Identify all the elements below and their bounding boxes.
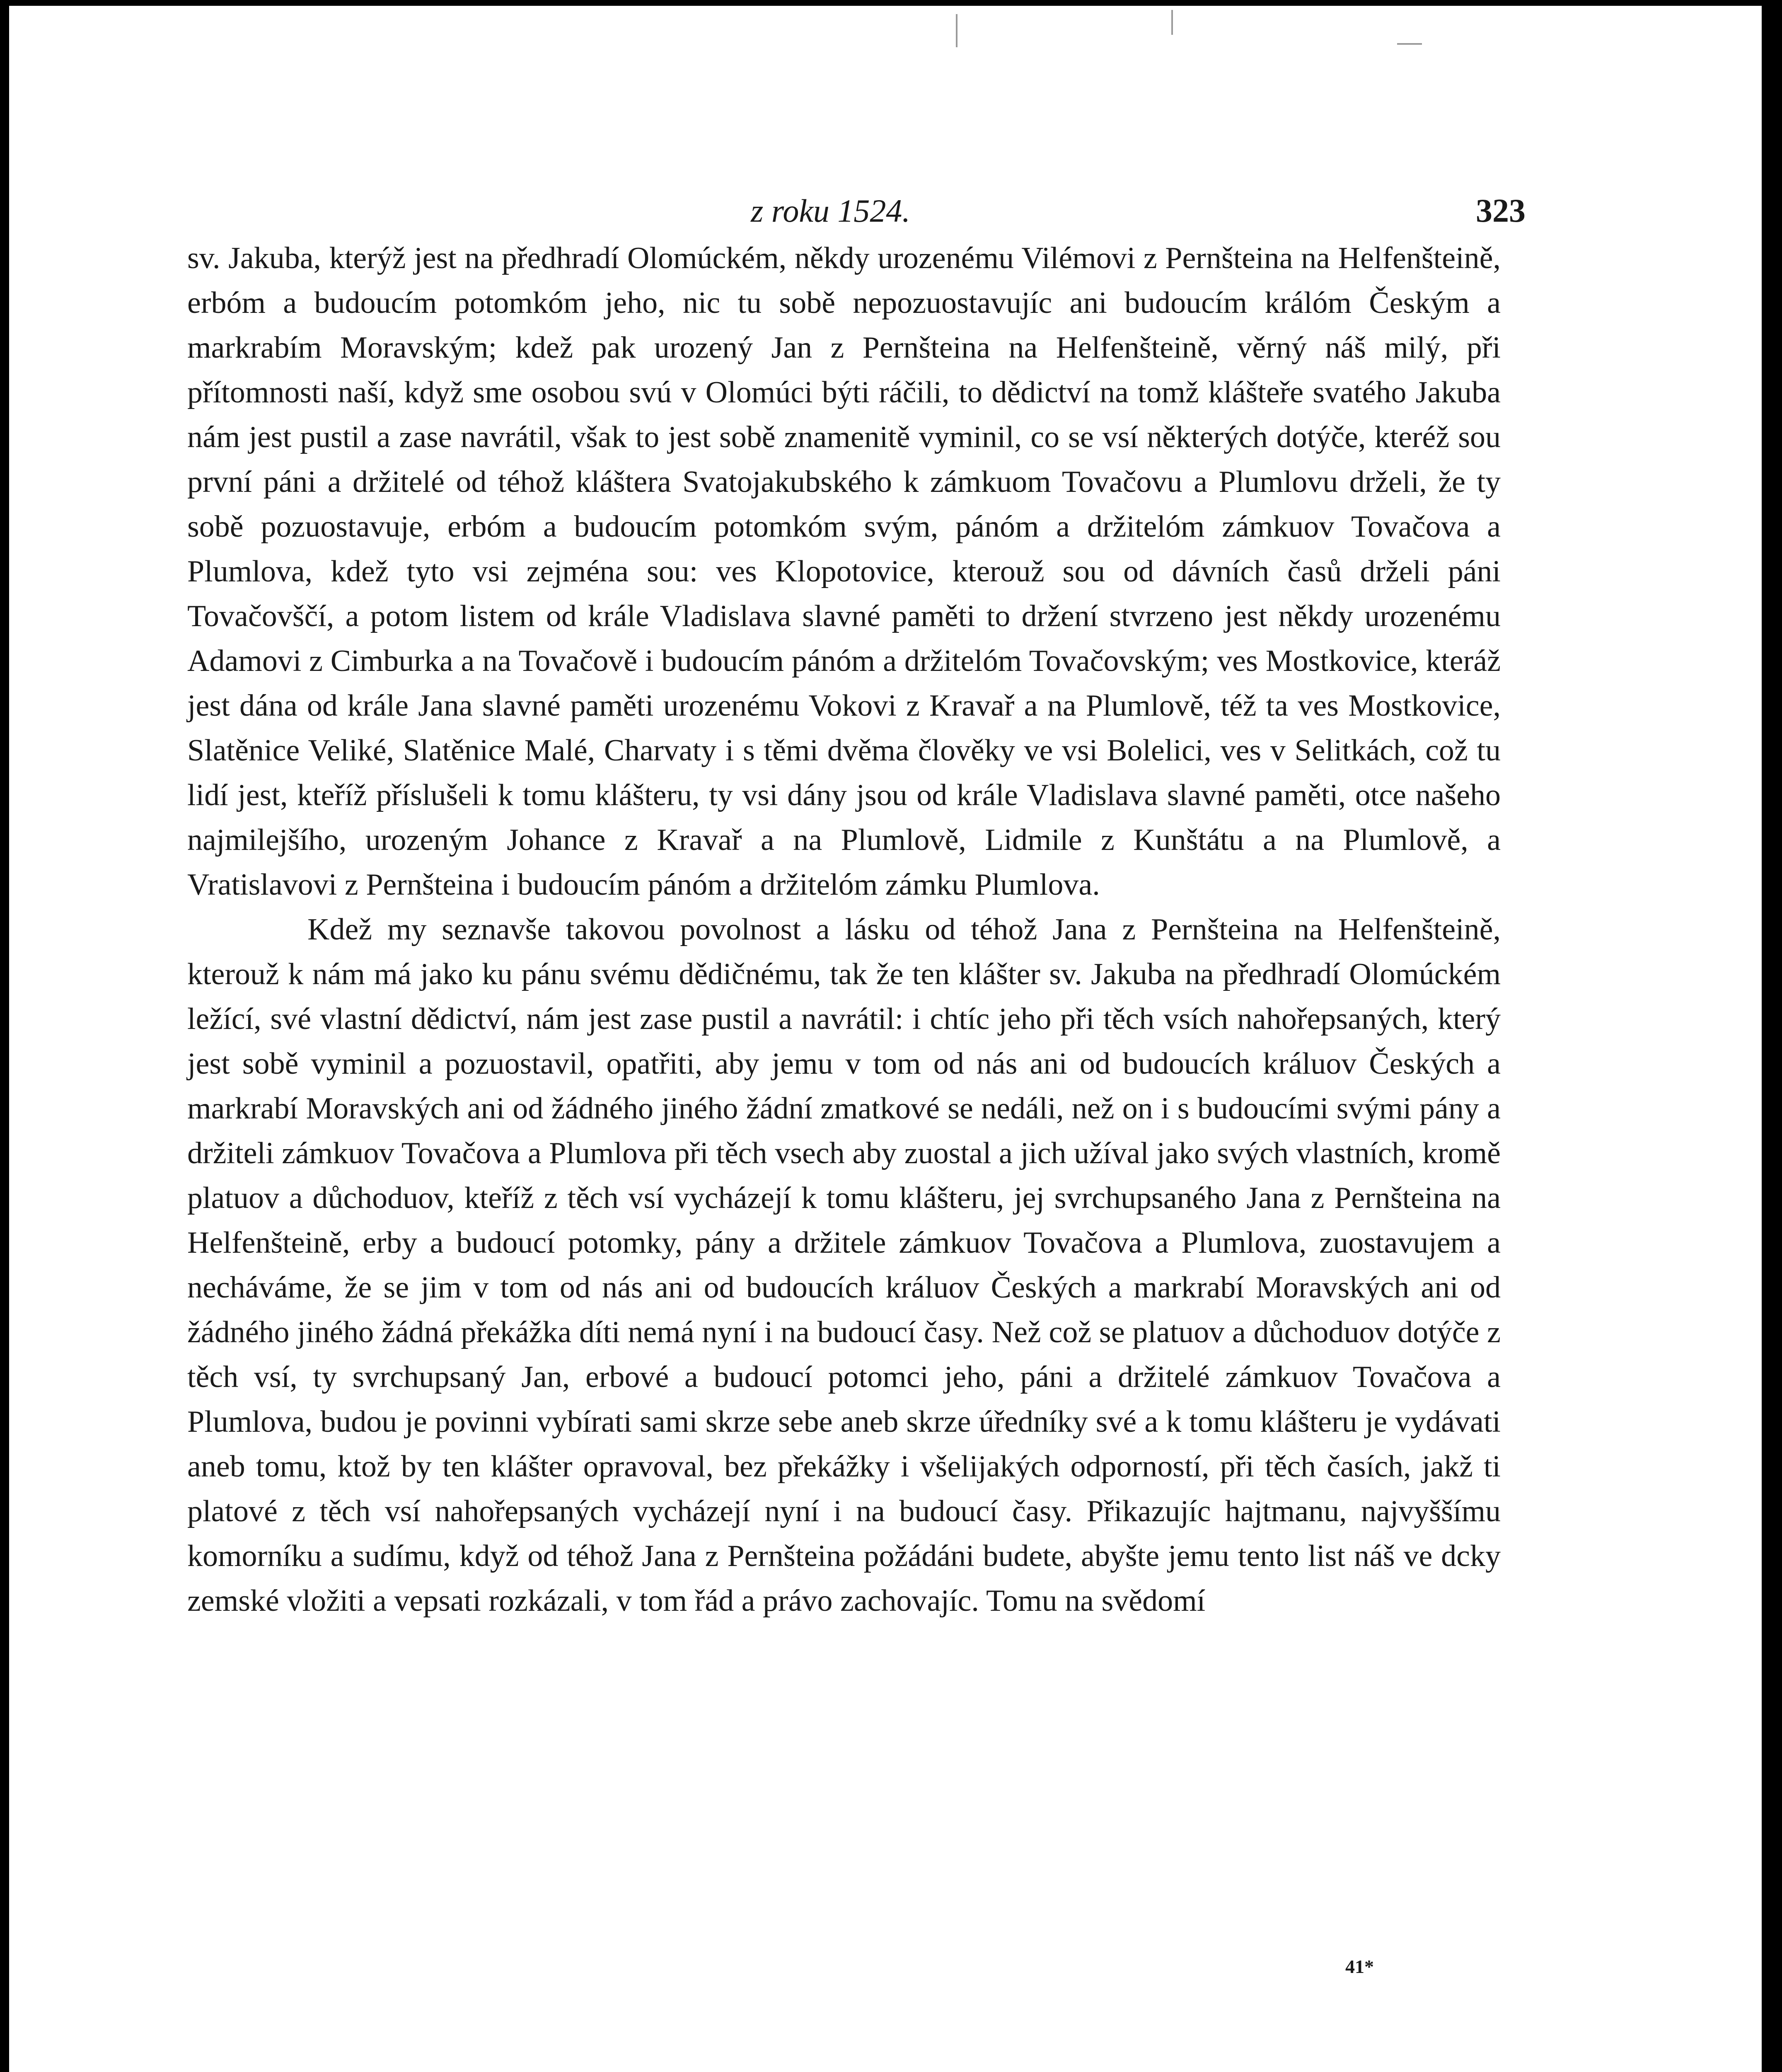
body-text: [187, 236, 1501, 1623]
paragraph-1: sv. Jakuba, kterýž jest na předhradí Olomúckém, někdy urozenému Vilémovi z Pernšteina na Helfenšteině, erbóm a budoucím potomkóm jeho, nic tu sobě nepozuostavujíc ani budoucím králóm Českým a markrabím Moravským; kdež pak urozený Jan z Pernšteina na Helfenšteině, věrný náš milý, při přítomnosti naší, když sme osobou svú v Olomúci býti ráčili, to dědictví na tomž klášteře svatého Jakuba nám jest pustil a zase navrátil, však to jest sobě znamenitě vyminil, co se vsí některých dotýče, kteréž sou první páni a držitelé od téhož kláštera Svatojakubského k zámkuom Tovačovu a Plumlovu drželi, že ty sobě pozuostavuje, erbóm a budoucím potomkóm svým, pánóm a držitelóm zámkuov Tovačova a Plumlova, kdež tyto vsi zejména sou: ves Klopotovice, kterouž sou od dávních časů drželi páni Tovačovščí, a potom listem od krále Vladislava slavné paměti to držení stvrzeno jest někdy urozenému Adamovi z Cimburka a na Tovačově i budoucím pánóm a držitelóm Tovačovským; ves Mostkovice, kteráž jest dána od krále Jana slavné paměti urozenému Vokovi z Kravař a na Plumlově, též ta ves Mostkovice, Slatěnice Veliké, Slatěnice Malé, Charvaty i s těmi dvěma člověky ve vsi Bolelici, ves v Selitkách, což tu lidí jest, kteříž příslušeli k tomu klášteru, ty vsi dány jsou od krále Vladislava slavné paměti, otce našeho najmilejšího, urozeným Johance z Kravař a na Plumlově, Lidmile z Kunštátu a na Plumlově, a Vratislavovi z Pernšteina i budoucím pánóm a držitelóm zámku Plumlova.: [187, 241, 1501, 902]
running-title: z roku 1524.: [751, 193, 910, 229]
paragraph-2: Kdež my seznavše takovou povolnost a lásku od téhož Jana z Pernšteina na Helfenšteině, kterouž k nám má jako ku pánu svému dědičnému, tak že ten klášter sv. Jakuba na předhradí Olomúckém ležící, své vlastní dědictví, nám jest zase pustil a navrátil: i chtíc jeho při těch vsích nahořepsaných, který jest sobě vyminil a pozuostavil, opatřiti, aby jemu v tom od nás ani od budoucích králuov Českých a markrabí Moravských ani od žádného jiného žádní zmatkové se nedáli, než on i s budoucími svými pány a držiteli zámkuov Tovačova a Plumlova při těch vsech aby zuostal a jich užíval jako svých vlastních, kromě platuov a důchoduov, kteříž z těch vsí vycházejí k tomu klášteru, jej svrchupsaného Jana z Pernšteina na Helfenšteině, erby a budoucí potomky, pány a držitele zámkuov Tovačova a Plumlova, zuostavujem a necháváme, že se jim v tom od nás ani od budoucích králuov Českých a markrabí Moravských ani od žádného jiného žádná překážka díti nemá nyní i na budoucí časy. Než což se platuov a důchoduov dotýče z těch vsí, ty svrchupsaný Jan, erbové a budoucí potomci jeho, páni a držitelé zámkuov Tovačova a Plumlova, budou je povinni vybírati sami skrze sebe aneb skrze úředníky své a k tomu klášteru je vydávati aneb tomu, ktož by ten klášter opravoval, bez překážky i všelijakých odporností, při těch časích, jakž ti platové z těch vsí nahořepsaných vycházejí nyní i na budoucí časy. Přikazujíc hajtmanu, najvyššímu komorníku a sudímu, když od téhož Jana z Pernšteina požádáni budete, abyšte jemu tento list náš ve dcky zemské vložiti a vepsati rozkázali, v tom řád a právo zachovajíc. Tomu na svědomí: [187, 913, 1501, 1618]
signature-mark: 41*: [1345, 1956, 1374, 1977]
page-number: 323: [1476, 193, 1526, 229]
edge-tick-top: [956, 14, 957, 47]
edge-dash-right: [1397, 43, 1422, 45]
page-header: [9, 192, 1762, 242]
book-page: [9, 6, 1762, 2072]
edge-tick-top-right: [1171, 10, 1173, 35]
